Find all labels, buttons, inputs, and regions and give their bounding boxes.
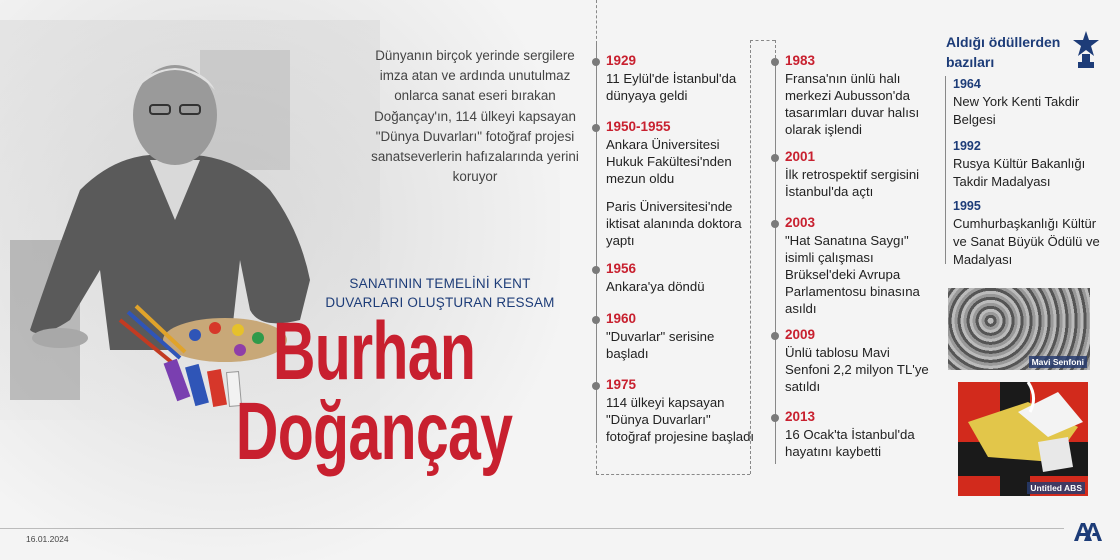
intro-text: Dünyanın birçok yerinde sergilere imza atan ve ardında unutulmaz onlarca sanat eseri bırakan Doğançay'ın, 114 ülkeyi kapsayan "Dünya Duvarları" fotoğraf projesi sanatseverlerin hafızalarında yerini koruyor: [371, 48, 579, 185]
timeline-dot: [592, 382, 600, 390]
artwork-untitled-abs: [958, 382, 1088, 496]
award-star-icon: [1072, 30, 1100, 70]
timeline-dot: [592, 124, 600, 132]
award-1992: 1992 Rusya Kültür Bakanlığı Takdir Madalyası: [953, 139, 1086, 189]
artwork-shapes: [958, 382, 1088, 496]
artwork-caption: Mavi Senfoni: [1029, 356, 1087, 368]
timeline-item-1956: 1956 Ankara'ya döndü: [606, 261, 705, 294]
timeline-dot: [771, 332, 779, 340]
date-label: 16.01.2024: [26, 534, 69, 544]
timeline-item-1960: 1960 "Duvarlar" serisine başladı: [606, 311, 715, 361]
timeline-top-connector: [596, 0, 597, 44]
timeline-dot: [771, 154, 779, 162]
award-1964: 1964 New York Kenti Takdir Belgesi: [953, 77, 1080, 127]
timeline-bottom-connector: [596, 440, 597, 474]
timeline-item-1983: 1983 Fransa'nın ünlü halı merkezi Aubusson'da tasarımları duvar halısı olarak işlendi: [785, 53, 920, 137]
artist-name: [223, 306, 525, 477]
timeline-dot: [771, 414, 779, 422]
timeline-item-1929: 1929 11 Eylül'de İstanbul'da dünyaya geldi: [606, 53, 737, 103]
timeline-dot: [592, 58, 600, 66]
timeline-item-2003: 2003 "Hat Sanatına Saygı" isimli çalışması Brüksel'deki Avrupa Parlamentosu binasına asıldı: [785, 215, 920, 316]
subtitle-line-1: SANATININ TEMELİNİ KENT: [349, 276, 531, 291]
aa-logo-icon: [1072, 519, 1102, 543]
artist-last-name: Doğançay: [235, 386, 513, 477]
timeline-item-2013: 2013 16 Ocak'ta İstanbul'da hayatını kaybetti: [785, 409, 915, 459]
awards-divider: [945, 76, 946, 264]
artwork-caption: Untitled ABS: [1027, 482, 1085, 494]
timeline-item-1975: 1975 114 ülkeyi kapsayan "Dünya Duvarları" fotoğraf projesine başladı: [606, 377, 755, 444]
awards-title: Aldığı ödüllerden bazıları: [946, 34, 1061, 70]
artist-first-name: Burhan: [272, 306, 476, 397]
timeline-dot: [771, 58, 779, 66]
timeline-dot: [592, 316, 600, 324]
timeline-link-bottom: [596, 474, 750, 475]
timeline-dot: [592, 266, 600, 274]
timeline-item-1950-1955: 1950-1955 Ankara Üniversitesi Hukuk Fakültesi'nden mezun oldu Paris Üniversitesi'nde iktisat alanında doktora yaptı: [606, 119, 742, 248]
award-1995: 1995 Cumhurbaşkanlığı Kültür ve Sanat Büyük Ödülü ve Madalyası: [953, 199, 1100, 267]
timeline-item-2001: 2001 İlk retrospektif sergisini İstanbul'da açtı: [785, 149, 920, 199]
artwork-mavi-senfoni: [948, 288, 1090, 370]
timeline-link-top: [750, 40, 775, 41]
footer-divider: [0, 528, 1064, 529]
subtitle-line-2: DUVARLARI OLUŞTURAN RESSAM: [325, 295, 555, 310]
timeline-dot: [771, 220, 779, 228]
timeline-item-2009: 2009 Ünlü tablosu Mavi Senfoni 2,2 milyon TL'ye satıldı: [785, 327, 929, 394]
